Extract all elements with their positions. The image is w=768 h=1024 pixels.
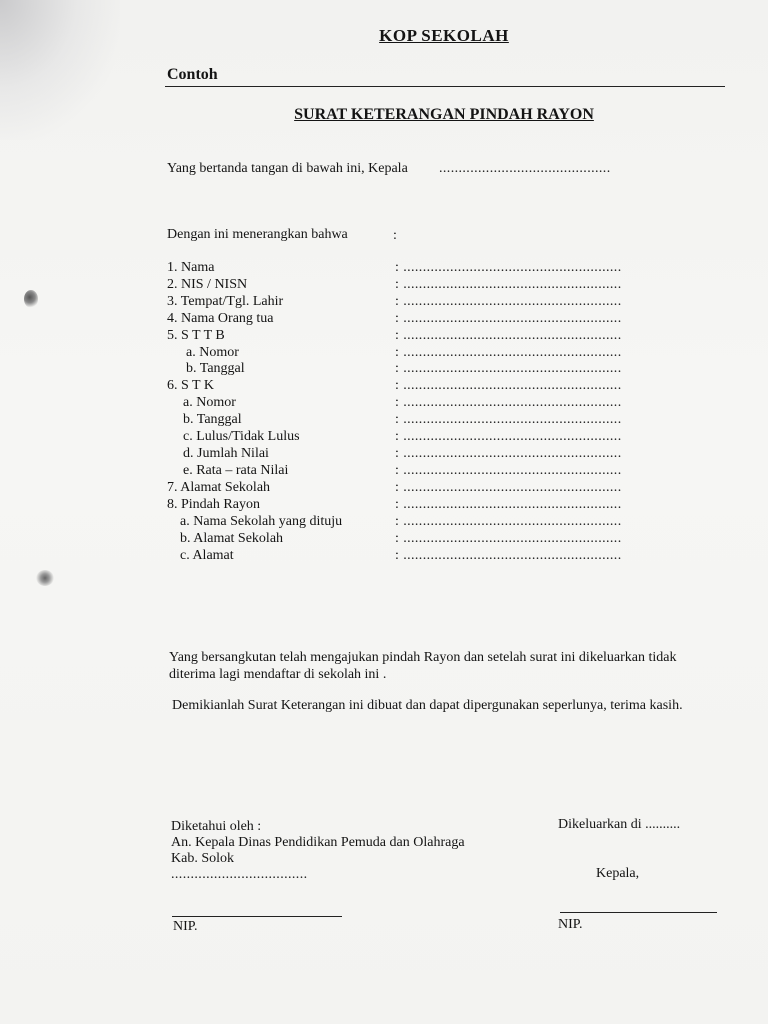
field-label: 6. S T K <box>167 378 214 393</box>
field-fill: : ........................................................ <box>395 480 622 495</box>
region-name: Kab. Solok <box>171 851 234 866</box>
field-label: b. Tanggal <box>186 361 245 376</box>
field-fill: : ........................................................ <box>395 463 622 478</box>
field-fill: : ........................................................ <box>395 378 622 393</box>
letterhead: KOP SEKOLAH <box>379 26 509 45</box>
field-fill: : ........................................................ <box>395 395 622 410</box>
intro-text: Yang bertanda tangan di bawah ini, Kepala <box>167 161 408 176</box>
field-label: b. Alamat Sekolah <box>180 531 284 546</box>
closing-statement: Demikianlah Surat Keterangan ini dibuat dan dapat dipergunakan seperlunya, terima kasih. <box>172 698 683 713</box>
field-fill: : ........................................................ <box>395 429 622 444</box>
field-fill: : ........................................................ <box>395 345 622 360</box>
intro-dots: ............................................ <box>439 161 611 176</box>
field-fill: : ........................................................ <box>395 311 622 326</box>
field-label: 5. S T T B <box>167 328 225 343</box>
closing-paragraph-line1: Yang bersangkutan telah mengajukan pindah Rayon dan setelah surat ini dikeluarkan tidak <box>169 650 677 665</box>
field-fill: : ........................................................ <box>395 294 622 309</box>
field-label: c. Lulus/Tidak Lulus <box>183 429 300 444</box>
field-label: 3. Tempat/Tgl. Lahir <box>167 294 284 309</box>
left-signature-line <box>172 916 342 917</box>
field-fill: : ........................................................ <box>395 514 622 529</box>
field-label: 2. NIS / NISN <box>167 277 248 292</box>
field-label: 4. Nama Orang tua <box>167 311 274 326</box>
field-fill: : ........................................................ <box>395 446 622 461</box>
field-fill: : ........................................................ <box>395 277 622 292</box>
field-label: 1. Nama <box>167 260 215 275</box>
right-nip: NIP. <box>558 917 583 932</box>
left-nip: NIP. <box>173 919 198 934</box>
field-fill: : ........................................................ <box>395 361 622 376</box>
field-label: b. Tanggal <box>183 412 242 427</box>
field-label: 7. Alamat Sekolah <box>167 480 271 495</box>
punch-hole-mark <box>24 290 38 308</box>
right-signature-line <box>560 912 717 913</box>
punch-hole-mark <box>36 570 54 586</box>
headmaster-role: Kepala, <box>596 866 640 881</box>
field-fill: : ........................................................ <box>395 497 622 512</box>
closing-paragraph-line2: diterima lagi mendaftar di sekolah ini . <box>169 667 387 682</box>
office-name: An. Kepala Dinas Pendidikan Pemuda dan Olahraga <box>171 835 465 850</box>
field-fill: : ........................................................ <box>395 412 622 427</box>
document-title: SURAT KETERANGAN PINDAH RAYON <box>294 106 594 123</box>
declare-text: Dengan ini menerangkan bahwa <box>167 227 348 242</box>
declare-colon: : <box>393 228 397 243</box>
field-label: d. Jumlah Nilai <box>183 446 269 461</box>
field-label: 8. Pindah Rayon <box>167 497 260 512</box>
field-label: a. Nomor <box>186 345 239 360</box>
field-label: c. Alamat <box>180 548 234 563</box>
field-label: a. Nama Sekolah yang dituju <box>180 514 343 529</box>
issued-at: Dikeluarkan di .......... <box>558 817 681 832</box>
header-rule <box>165 86 725 87</box>
field-fill: : ........................................................ <box>395 531 622 546</box>
field-fill: : ........................................................ <box>395 548 622 563</box>
sample-label: Contoh <box>167 66 218 83</box>
field-fill: : ........................................................ <box>395 260 622 275</box>
field-label: e. Rata – rata Nilai <box>183 463 289 478</box>
field-fill: : ........................................................ <box>395 328 622 343</box>
signer-dots: ................................... <box>171 867 308 882</box>
field-label: a. Nomor <box>183 395 236 410</box>
acknowledged-by: Diketahui oleh : <box>171 819 262 834</box>
